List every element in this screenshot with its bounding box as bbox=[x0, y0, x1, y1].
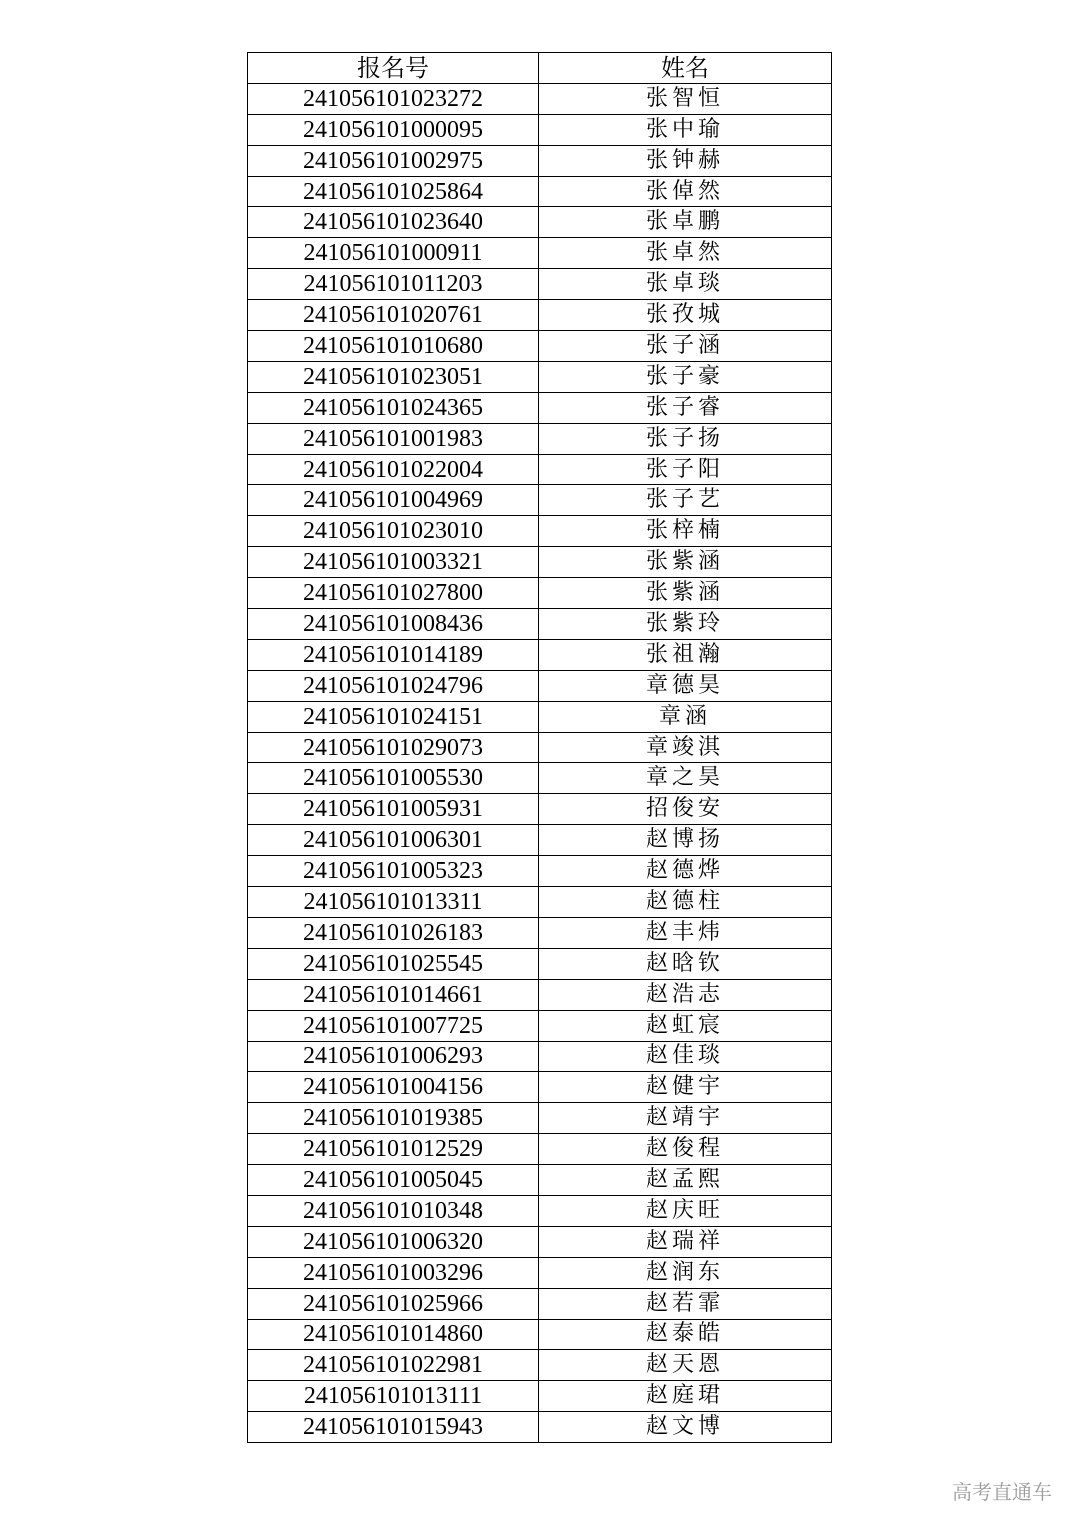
registration-number-cell: 241056101006301 bbox=[248, 825, 539, 856]
student-name-cell: 张卓然 bbox=[539, 238, 832, 269]
student-name-cell: 赵博扬 bbox=[539, 825, 832, 856]
table-row bbox=[248, 547, 832, 578]
registration-number-cell: 241056101013111 bbox=[248, 1381, 539, 1412]
header-registration-number: 报名号 bbox=[248, 53, 539, 84]
table-row bbox=[248, 639, 832, 670]
registration-number-cell: 241056101013311 bbox=[248, 887, 539, 918]
registration-number-cell: 241056101000911 bbox=[248, 238, 539, 269]
student-name-cell: 赵孟熙 bbox=[539, 1165, 832, 1196]
student-name-cell: 赵若霏 bbox=[539, 1288, 832, 1319]
registration-number-cell: 241056101025545 bbox=[248, 948, 539, 979]
student-name-cell: 赵丰炜 bbox=[539, 917, 832, 948]
registration-number-cell: 241056101024796 bbox=[248, 670, 539, 701]
table-row bbox=[248, 176, 832, 207]
registration-number-cell: 241056101010680 bbox=[248, 331, 539, 362]
table-row bbox=[248, 856, 832, 887]
registration-number-cell: 241056101000095 bbox=[248, 114, 539, 145]
registration-number-cell: 241056101004156 bbox=[248, 1072, 539, 1103]
table-header-row bbox=[248, 53, 832, 84]
watermark-label: 高考直通车 bbox=[952, 1480, 1052, 1504]
table-row bbox=[248, 578, 832, 609]
registration-number-cell: 241056101023272 bbox=[248, 83, 539, 114]
student-name-cell: 赵德柱 bbox=[539, 887, 832, 918]
student-name-cell: 张子扬 bbox=[539, 423, 832, 454]
table-row bbox=[248, 1195, 832, 1226]
registration-number-cell: 241056101001983 bbox=[248, 423, 539, 454]
table-row bbox=[248, 423, 832, 454]
student-name-cell: 赵佳琰 bbox=[539, 1041, 832, 1072]
registration-number-cell: 241056101023010 bbox=[248, 516, 539, 547]
student-name-cell: 张子艺 bbox=[539, 485, 832, 516]
registration-number-cell: 241056101027800 bbox=[248, 578, 539, 609]
table-row bbox=[248, 1319, 832, 1350]
registration-number-cell: 241056101007725 bbox=[248, 1010, 539, 1041]
table-row bbox=[248, 300, 832, 331]
table-row bbox=[248, 207, 832, 238]
table-row bbox=[248, 485, 832, 516]
student-name-cell: 赵润东 bbox=[539, 1257, 832, 1288]
registration-number-cell: 241056101003321 bbox=[248, 547, 539, 578]
table-row bbox=[248, 979, 832, 1010]
student-name-cell: 张中瑜 bbox=[539, 114, 832, 145]
student-name-cell: 赵庭珺 bbox=[539, 1381, 832, 1412]
table-row bbox=[248, 701, 832, 732]
table-row bbox=[248, 1350, 832, 1381]
student-name-cell: 张子阳 bbox=[539, 454, 832, 485]
student-name-cell: 章竣淇 bbox=[539, 732, 832, 763]
table-row bbox=[248, 1041, 832, 1072]
student-name-cell: 赵文博 bbox=[539, 1412, 832, 1443]
table-row bbox=[248, 948, 832, 979]
table-row bbox=[248, 1103, 832, 1134]
registration-number-cell: 241056101024365 bbox=[248, 392, 539, 423]
student-name-cell: 张子涵 bbox=[539, 331, 832, 362]
registration-number-cell: 241056101003296 bbox=[248, 1257, 539, 1288]
student-name-cell: 张子睿 bbox=[539, 392, 832, 423]
student-name-cell: 赵天恩 bbox=[539, 1350, 832, 1381]
student-name-cell: 赵德烨 bbox=[539, 856, 832, 887]
student-name-cell: 赵浩志 bbox=[539, 979, 832, 1010]
table-row bbox=[248, 1288, 832, 1319]
student-name-cell: 张祖瀚 bbox=[539, 639, 832, 670]
registration-number-cell: 241056101002975 bbox=[248, 145, 539, 176]
student-name-cell: 赵健宇 bbox=[539, 1072, 832, 1103]
student-name-cell: 张梓楠 bbox=[539, 516, 832, 547]
registration-number-cell: 241056101005530 bbox=[248, 763, 539, 794]
registration-number-cell: 241056101005323 bbox=[248, 856, 539, 887]
student-name-cell: 张紫涵 bbox=[539, 578, 832, 609]
student-name-cell: 赵晗钦 bbox=[539, 948, 832, 979]
registration-number-cell: 241056101025966 bbox=[248, 1288, 539, 1319]
student-name-cell: 张卓鹏 bbox=[539, 207, 832, 238]
table-row bbox=[248, 609, 832, 640]
header-name: 姓名 bbox=[539, 53, 832, 84]
registration-number-cell: 241056101022981 bbox=[248, 1350, 539, 1381]
registration-number-cell: 241056101014189 bbox=[248, 639, 539, 670]
registration-number-cell: 241056101012529 bbox=[248, 1134, 539, 1165]
table-row bbox=[248, 516, 832, 547]
table-row bbox=[248, 83, 832, 114]
student-name-cell: 张紫玲 bbox=[539, 609, 832, 640]
registration-number-cell: 241056101025864 bbox=[248, 176, 539, 207]
table-row bbox=[248, 1134, 832, 1165]
table-row bbox=[248, 1257, 832, 1288]
registration-number-cell: 241056101004969 bbox=[248, 485, 539, 516]
table-row bbox=[248, 887, 832, 918]
registration-number-cell: 241056101008436 bbox=[248, 609, 539, 640]
registration-number-cell: 241056101029073 bbox=[248, 732, 539, 763]
student-name-cell: 张子豪 bbox=[539, 361, 832, 392]
registration-number-cell: 241056101026183 bbox=[248, 917, 539, 948]
registration-number-cell: 241056101019385 bbox=[248, 1103, 539, 1134]
table-body bbox=[248, 83, 832, 1442]
table-row bbox=[248, 145, 832, 176]
table-row bbox=[248, 1226, 832, 1257]
student-name-cell: 赵靖宇 bbox=[539, 1103, 832, 1134]
student-name-cell: 赵泰皓 bbox=[539, 1319, 832, 1350]
registration-number-cell: 241056101010348 bbox=[248, 1195, 539, 1226]
student-name-cell: 章之昊 bbox=[539, 763, 832, 794]
table-row bbox=[248, 732, 832, 763]
student-name-cell: 赵庆旺 bbox=[539, 1195, 832, 1226]
student-name-cell: 张钟赫 bbox=[539, 145, 832, 176]
registration-number-cell: 241056101014860 bbox=[248, 1319, 539, 1350]
student-name-cell: 招俊安 bbox=[539, 794, 832, 825]
table-row bbox=[248, 361, 832, 392]
table-row bbox=[248, 763, 832, 794]
registration-number-cell: 241056101011203 bbox=[248, 269, 539, 300]
registration-number-cell: 241056101023640 bbox=[248, 207, 539, 238]
registration-number-cell: 241056101015943 bbox=[248, 1412, 539, 1443]
table-row bbox=[248, 454, 832, 485]
table-row bbox=[248, 392, 832, 423]
student-name-cell: 张倬然 bbox=[539, 176, 832, 207]
registration-number-cell: 241056101006320 bbox=[248, 1226, 539, 1257]
student-name-cell: 张孜城 bbox=[539, 300, 832, 331]
registration-number-cell: 241056101006293 bbox=[248, 1041, 539, 1072]
student-name-cell: 张卓琰 bbox=[539, 269, 832, 300]
table-row bbox=[248, 1381, 832, 1412]
registration-number-cell: 241056101005045 bbox=[248, 1165, 539, 1196]
registration-number-cell: 241056101022004 bbox=[248, 454, 539, 485]
registration-number-cell: 241056101005931 bbox=[248, 794, 539, 825]
student-name-cell: 赵瑞祥 bbox=[539, 1226, 832, 1257]
table-row bbox=[248, 1072, 832, 1103]
table-row bbox=[248, 794, 832, 825]
table-row bbox=[248, 917, 832, 948]
student-name-cell: 赵俊程 bbox=[539, 1134, 832, 1165]
table-row bbox=[248, 1010, 832, 1041]
student-name-cell: 章涵 bbox=[539, 701, 832, 732]
table-row bbox=[248, 114, 832, 145]
student-name-cell: 赵虹宸 bbox=[539, 1010, 832, 1041]
student-name-cell: 张紫涵 bbox=[539, 547, 832, 578]
table-row bbox=[248, 1165, 832, 1196]
table-row bbox=[248, 670, 832, 701]
table-row bbox=[248, 269, 832, 300]
student-name-cell: 张智恒 bbox=[539, 83, 832, 114]
table-row bbox=[248, 238, 832, 269]
admission-list-table bbox=[247, 52, 832, 1443]
student-name-cell: 章德昊 bbox=[539, 670, 832, 701]
registration-number-cell: 241056101024151 bbox=[248, 701, 539, 732]
table-row bbox=[248, 825, 832, 856]
registration-number-cell: 241056101020761 bbox=[248, 300, 539, 331]
registration-number-cell: 241056101023051 bbox=[248, 361, 539, 392]
table-row bbox=[248, 331, 832, 362]
registration-number-cell: 241056101014661 bbox=[248, 979, 539, 1010]
table-row bbox=[248, 1412, 832, 1443]
